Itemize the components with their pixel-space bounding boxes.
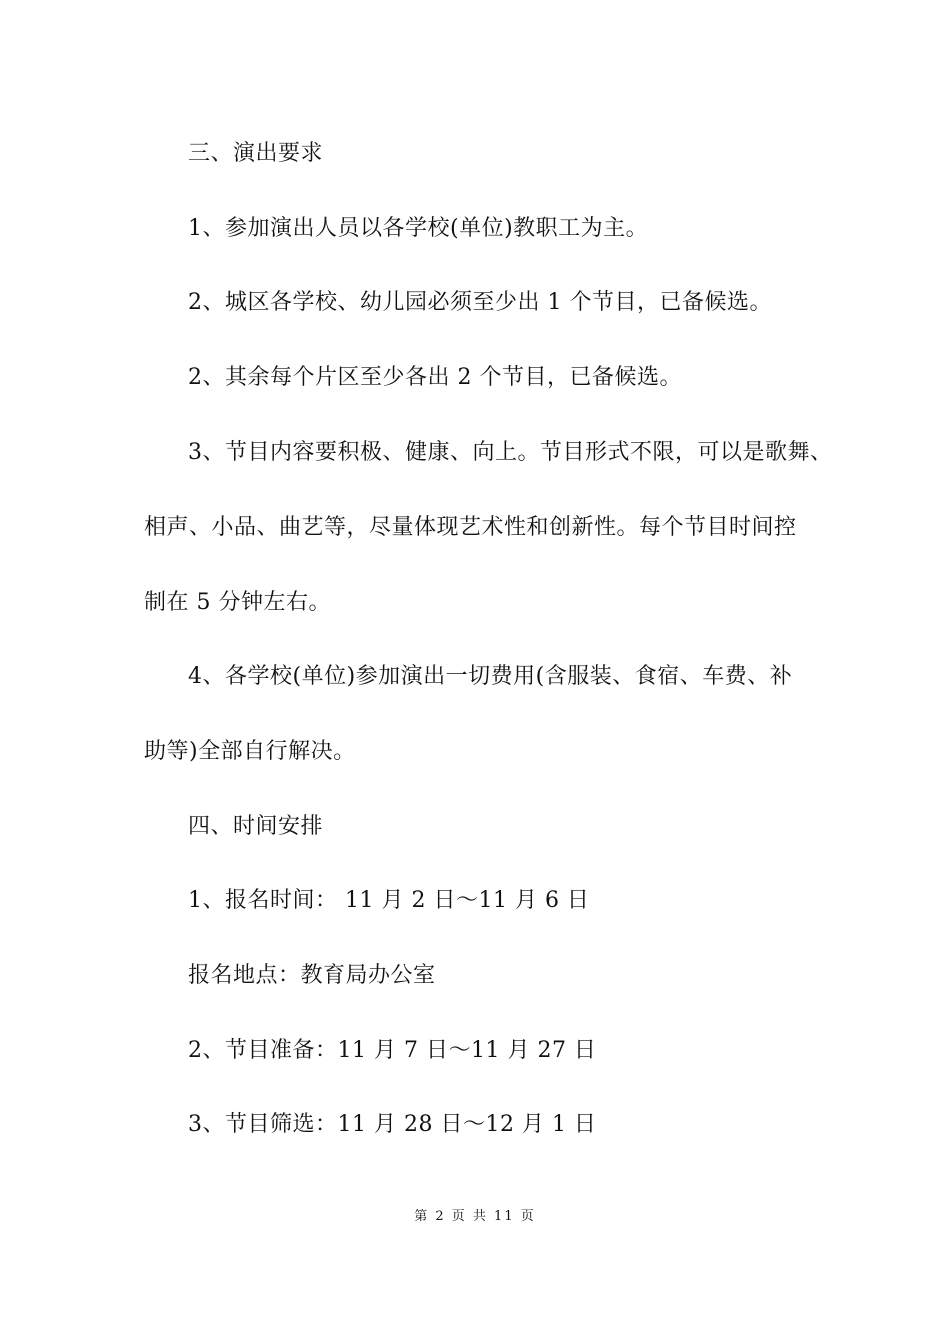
paragraph-line: 3、节目内容要积极、健康、向上。节目形式不限，可以是歌舞、 [188,440,833,465]
paragraph-line: 4、各学校(单位)参加演出一切费用(含服装、食宿、车费、补 [188,664,793,689]
paragraph: 3、节目筛选：11 月 28 日～12 月 1 日 [188,1112,597,1137]
paragraph: 2、其余每个片区至少各出 2 个节目，已备候选。 [188,365,682,390]
paragraph-line: 相声、小品、曲艺等，尽量体现艺术性和创新性。每个节目时间控 [144,515,797,540]
page-footer [0,1208,950,1226]
page-number: 第 2 页 共 11 页 [414,1209,536,1224]
paragraph: 2、节目准备：11 月 7 日～11 月 27 日 [188,1038,597,1063]
paragraph: 报名地点：教育局办公室 [188,963,436,988]
paragraph-line: 制在 5 分钟左右。 [144,590,331,615]
section-heading: 三、演出要求 [188,141,324,166]
paragraph: 1、参加演出人员以各学校(单位)教职工为主。 [188,216,649,241]
section-heading: 四、时间安排 [188,814,324,839]
paragraph: 1、报名时间： 11 月 2 日～11 月 6 日 [188,888,590,913]
paragraph-line: 助等)全部自行解决。 [144,739,356,764]
paragraph: 2、城区各学校、幼儿园必须至少出 1 个节目，已备候选。 [188,290,772,315]
